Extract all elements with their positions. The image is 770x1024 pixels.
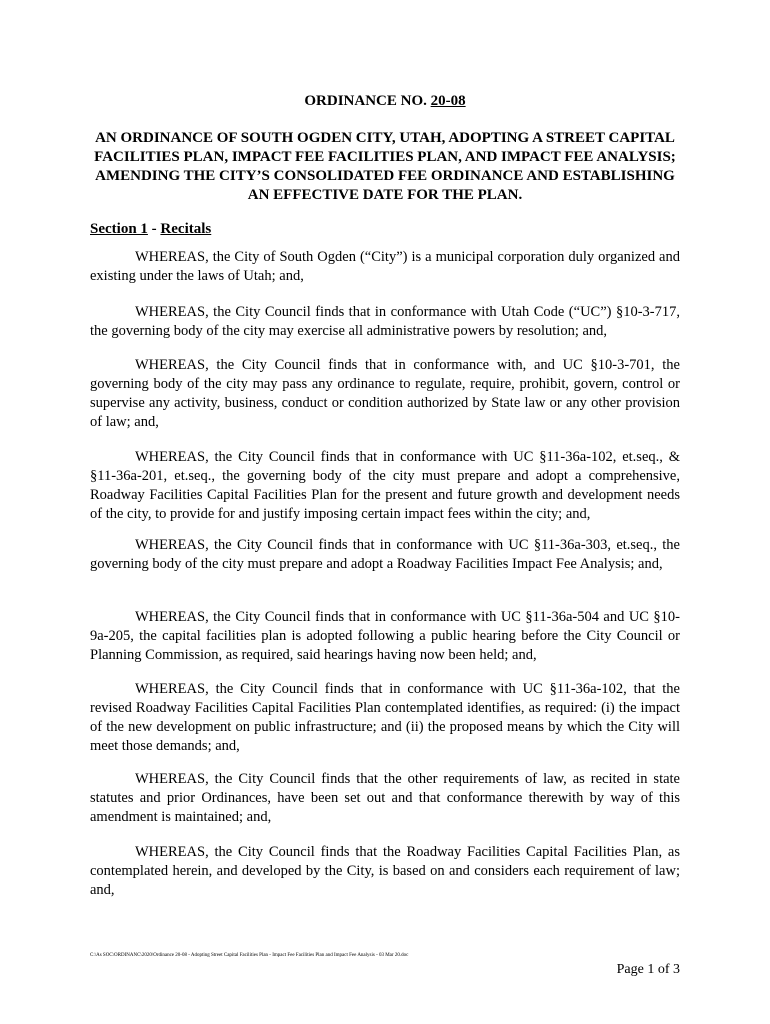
- recital-paragraph: WHEREAS, the City Council finds that the other requirements of law, as recited in state statutes and prior Ordinances, have been set out and that conformance therewith by way of this amendment is maintained; and,: [90, 771, 680, 825]
- ordinance-number: 20-08: [430, 93, 466, 109]
- recital-paragraph: WHEREAS, the City Council finds that in conformance with Utah Code (“UC”) §10-3-717, the governing body of the city may exercise all administrative powers by resolution; and,: [90, 304, 680, 339]
- recital-paragraph: WHEREAS, the City of South Ogden (“City”) is a municipal corporation duly organized and existing under the laws of Utah; and,: [90, 249, 680, 284]
- section-separator: -: [147, 221, 161, 237]
- ordinance-title: [90, 92, 680, 111]
- recital-paragraph: WHEREAS, the City Council finds that the Roadway Facilities Capital Facilities Plan, as contemplated herein, and developed by the City, is based on and considers each requirement of law; and,: [90, 844, 680, 898]
- ordinance-subtitle: AN ORDINANCE OF SOUTH OGDEN CITY, UTAH, ADOPTING A STREET CAPITAL FACILITIES PLAN, IMPACT FEE FACILITIES PLAN, AND IMPACT FEE ANALYSIS; AMENDING THE CITY’S CONSOLIDATED FEE ORDINANCE AND ESTABLISHING AN EFFECTIVE DATE FOR THE PLAN.: [94, 130, 676, 203]
- section-label: Section 1: [90, 221, 148, 237]
- footer-file-path: C:\As SOC\ORDINANC\2020\Ordinance 20-08 - Adopting Street Capital Facilities Plan - Impact Fee Facilities Plan and Impact Fee Analysis - 03 Mar 20.doc: [90, 953, 409, 958]
- page-number: Page 1 of 3: [616, 962, 680, 977]
- recital-paragraph: WHEREAS, the City Council finds that in conformance with UC §11-36a-102, that the revised Roadway Facilities Capital Facilities Plan contemplated identifies, as required: (i) the impact of the new development on public infrastructure; and (ii) the proposed means by which the City will meet those demands; and,: [90, 681, 680, 754]
- section-heading: [90, 220, 211, 239]
- recital-paragraph: WHEREAS, the City Council finds that in conformance with UC §11-36a-303, et.seq., the governing body of the city must prepare and adopt a Roadway Facilities Impact Fee Analysis; and,: [90, 537, 680, 572]
- recital-paragraph: WHEREAS, the City Council finds that in conformance with UC §11-36a-504 and UC §10-9a-205, the capital facilities plan is adopted following a public hearing before the City Council or Planning Commission, as required, said hearings having now been held; and,: [90, 609, 680, 663]
- recital-paragraph: WHEREAS, the City Council finds that in conformance with, and UC §10-3-701, the governing body of the city may pass any ordinance to regulate, require, prohibit, govern, control or supervise any activity, business, conduct or condition authorized by State law or any other provision of law; and,: [90, 357, 680, 430]
- section-title: Recitals: [160, 221, 212, 237]
- title-prefix: ORDINANCE NO.: [304, 93, 431, 109]
- recital-paragraph: WHEREAS, the City Council finds that in conformance with UC §11-36a-102, et.seq., & §11-36a-201, et.seq., the governing body of the city must prepare and adopt a comprehensive, Roadway Facilities Capital Facilities Plan for the present and future growth and development needs of the city, to provide for and justify imposing certain impact fees within the city; and,: [90, 449, 680, 522]
